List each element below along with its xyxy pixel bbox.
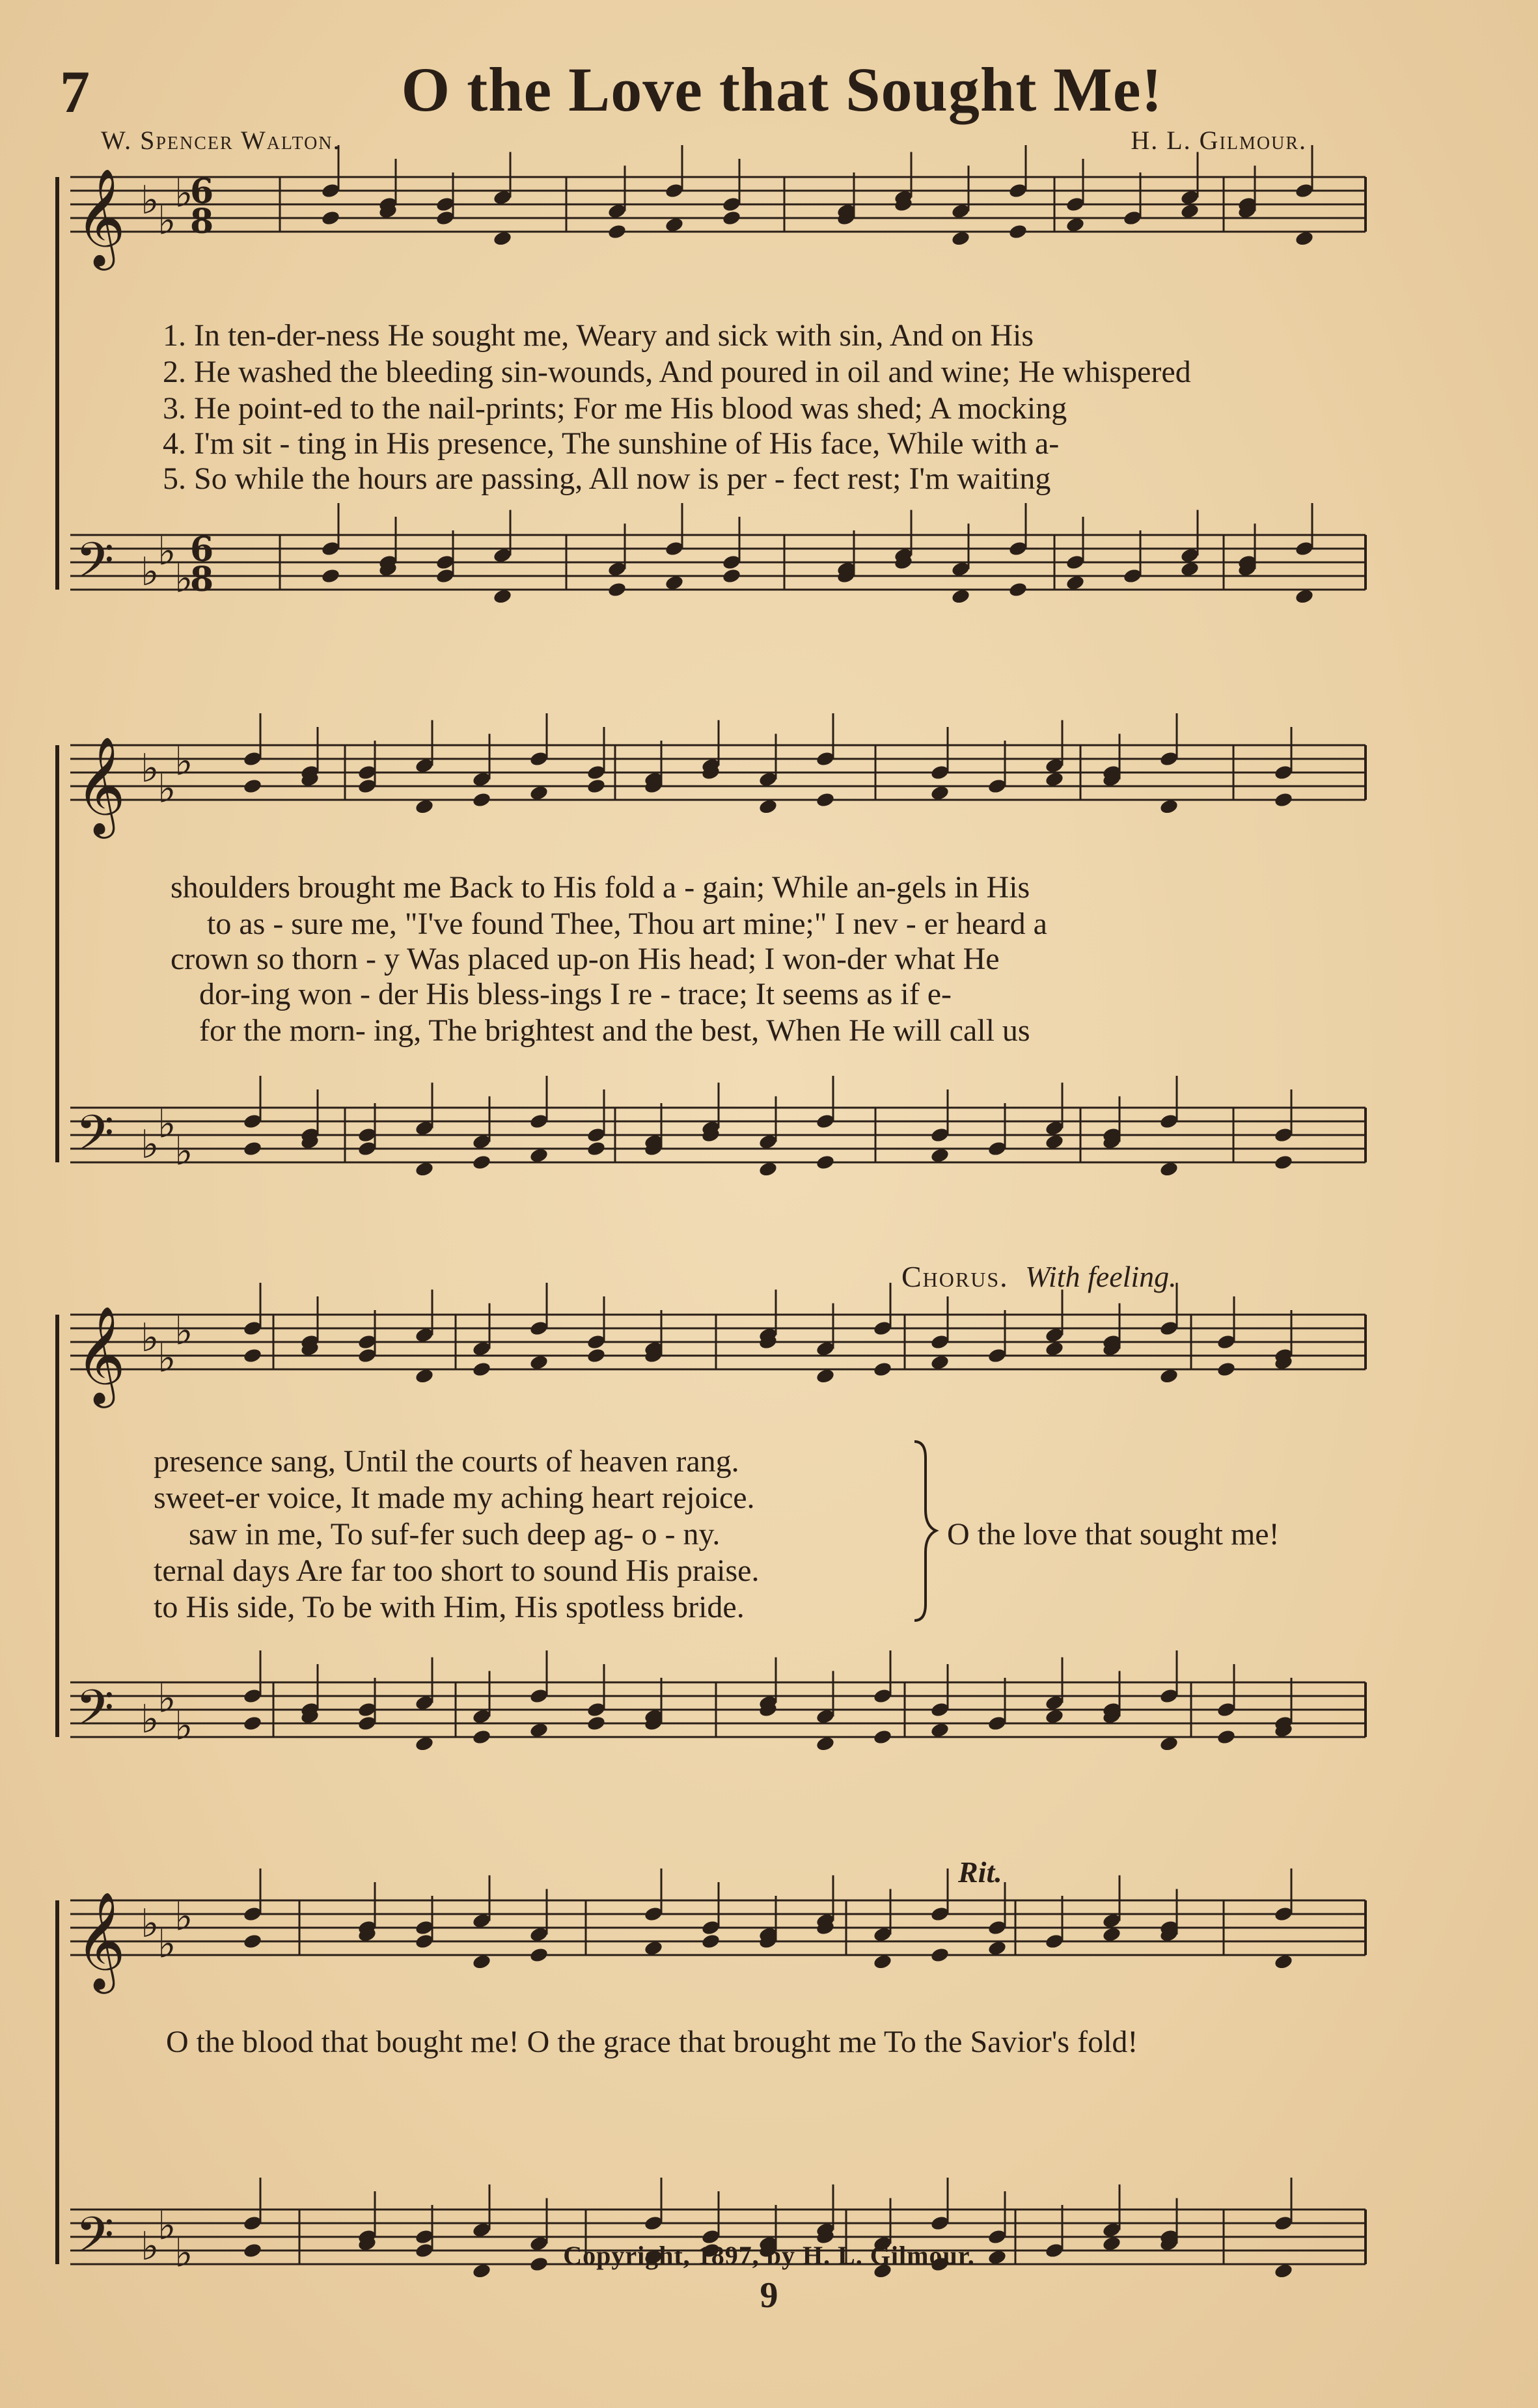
treble-clef-icon: 𝄞 (76, 167, 126, 266)
flat-icon: ♭ (158, 198, 176, 244)
chorus-line-2: O the blood that bought me! O the grace that brought me To the Savior's fold! (166, 2025, 1138, 2059)
note-head (586, 1715, 607, 1732)
flat-icon: ♭ (141, 1697, 159, 1742)
note-head (586, 1140, 607, 1157)
copyright: Copyright, 1897, by H. L. Gilmour. (563, 2241, 975, 2270)
note-head (1216, 1729, 1237, 1745)
flat-icon: ♭ (174, 556, 193, 602)
treble-clef-icon: 𝄞 (76, 1891, 126, 1990)
chorus-line-1: O the love that sought me! (947, 1517, 1280, 1552)
note-head (321, 568, 341, 584)
chorus-brace (914, 1442, 936, 1621)
flat-icon: ♭ (141, 1122, 159, 1168)
flat-icon: ♭ (141, 1901, 159, 1947)
verse-5-line-2: for the morn- ing, The brightest and the best, When He will call us (199, 1013, 1030, 1048)
hymn-title: O the Love that Sought Me! (401, 55, 1163, 124)
note-head (722, 210, 742, 226)
note-head (321, 210, 341, 226)
bass-clef-icon: 𝄢 (76, 1679, 115, 1749)
verse-3-line-3: saw in me, To suf-fer such deep ag- o - ny. (189, 1517, 721, 1552)
note-head (722, 568, 742, 584)
flat-icon: ♭ (141, 178, 159, 223)
note-head (873, 1361, 893, 1378)
author-credit: W. Spencer Walton. (101, 126, 341, 155)
note-head (586, 778, 607, 795)
verse-2-line-3: sweet-er voice, It made my aching heart rejoice. (154, 1481, 755, 1515)
chorus-title: Chorus. (901, 1260, 1009, 1293)
bass-clef-icon: 𝄢 (76, 532, 115, 601)
note-head (472, 791, 492, 808)
note-head (701, 1933, 721, 1950)
note-head (1008, 581, 1028, 598)
flat-icon: ♭ (158, 1676, 176, 1722)
note-head (243, 1933, 263, 1950)
flat-icon: ♭ (174, 2230, 193, 2277)
note-head (1274, 1154, 1294, 1171)
note-head (930, 1947, 950, 1963)
verse-3-line-1: 3. He point-ed to the nail-prints; For me His blood was shed; A mocking (163, 391, 1067, 426)
note-head (472, 1361, 492, 1378)
verse-2-line-1: 2. He washed the bleeding sin-wounds, And poured in oil and wine; He whispered (163, 355, 1191, 389)
flat-icon: ♭ (158, 2203, 176, 2249)
chorus-label (901, 1259, 1177, 1294)
note-head (586, 1347, 607, 1364)
time-signature-top: 6 (190, 530, 214, 569)
flat-icon: ♭ (158, 528, 176, 575)
note-head (243, 1347, 263, 1364)
bass-clef-icon: 𝄢 (76, 1104, 115, 1174)
flat-icon: ♭ (158, 1101, 176, 1147)
verse-5-line-3: to His side, To be with Him, His spotless bride. (154, 1590, 745, 1624)
chorus-direction: With feeling. (1025, 1260, 1177, 1293)
note-head (529, 1947, 549, 1963)
flat-icon: ♭ (174, 739, 193, 785)
note-head (607, 581, 627, 598)
verse-3-line-2: crown so thorn - y Was placed up-on His head; I won-der what He (171, 942, 1000, 976)
note-head (816, 1154, 836, 1171)
flat-icon: ♭ (158, 1335, 176, 1382)
verse-2-line-2: to as - sure me, "I've found Thee, Thou art mine;" I nev - er heard a (207, 907, 1047, 941)
flat-icon: ♭ (141, 746, 159, 791)
bass-clef-icon: 𝄢 (76, 2206, 115, 2276)
note-head (243, 1140, 263, 1157)
flat-icon: ♭ (174, 1894, 193, 1940)
note-head (1274, 791, 1294, 808)
time-signature-bottom: 8 (190, 560, 214, 599)
page-number: 9 (760, 2275, 778, 2316)
verse-1-line-1: 1. In ten-der-ness He sought me, Weary and sick with sin, And on His (163, 318, 1034, 353)
verse-1-line-2: shoulders brought me Back to His fold a - gain; While an-gels in His (171, 870, 1030, 905)
flat-icon: ♭ (174, 1308, 193, 1354)
note-head (1008, 223, 1028, 240)
flat-icon: ♭ (141, 1315, 159, 1361)
flat-icon: ♭ (141, 2224, 159, 2269)
time-signature-bottom: 8 (190, 202, 214, 241)
note-head (472, 1729, 492, 1745)
note-head (607, 223, 627, 240)
hymn-number: 7 (60, 59, 90, 125)
flat-icon: ♭ (174, 1129, 193, 1175)
note-head (1216, 1361, 1237, 1378)
verse-4-line-3: ternal days Are far too short to sound His praise. (154, 1553, 760, 1588)
verse-5-line-1: 5. So while the hours are passing, All now is per - fect rest; I'm waiting (163, 461, 1051, 496)
note-head (816, 791, 836, 808)
verse-4-line-2: dor-ing won - der His bless-ings I re - trace; It seems as if e- (199, 977, 952, 1011)
treble-clef-icon: 𝄞 (76, 1305, 126, 1404)
flat-icon: ♭ (158, 1921, 176, 1967)
flat-icon: ♭ (174, 1703, 193, 1749)
verse-1-line-3: presence sang, Until the courts of heaven rang. (154, 1444, 739, 1479)
treble-clef-icon: 𝄞 (76, 735, 126, 834)
note-head (243, 778, 263, 795)
ritardando-mark: Rit. (958, 1855, 1002, 1889)
verse-4-line-1: 4. I'm sit - ting in His presence, The sunshine of His face, While with a- (163, 426, 1060, 461)
flat-icon: ♭ (158, 766, 176, 812)
note-head (472, 1154, 492, 1171)
flat-icon: ♭ (141, 549, 159, 595)
time-signature-top: 6 (190, 172, 214, 212)
note-head (243, 1715, 263, 1732)
composer-credit: H. L. Gilmour. (1131, 126, 1307, 155)
note-head (873, 1729, 893, 1745)
flat-icon: ♭ (174, 171, 193, 217)
